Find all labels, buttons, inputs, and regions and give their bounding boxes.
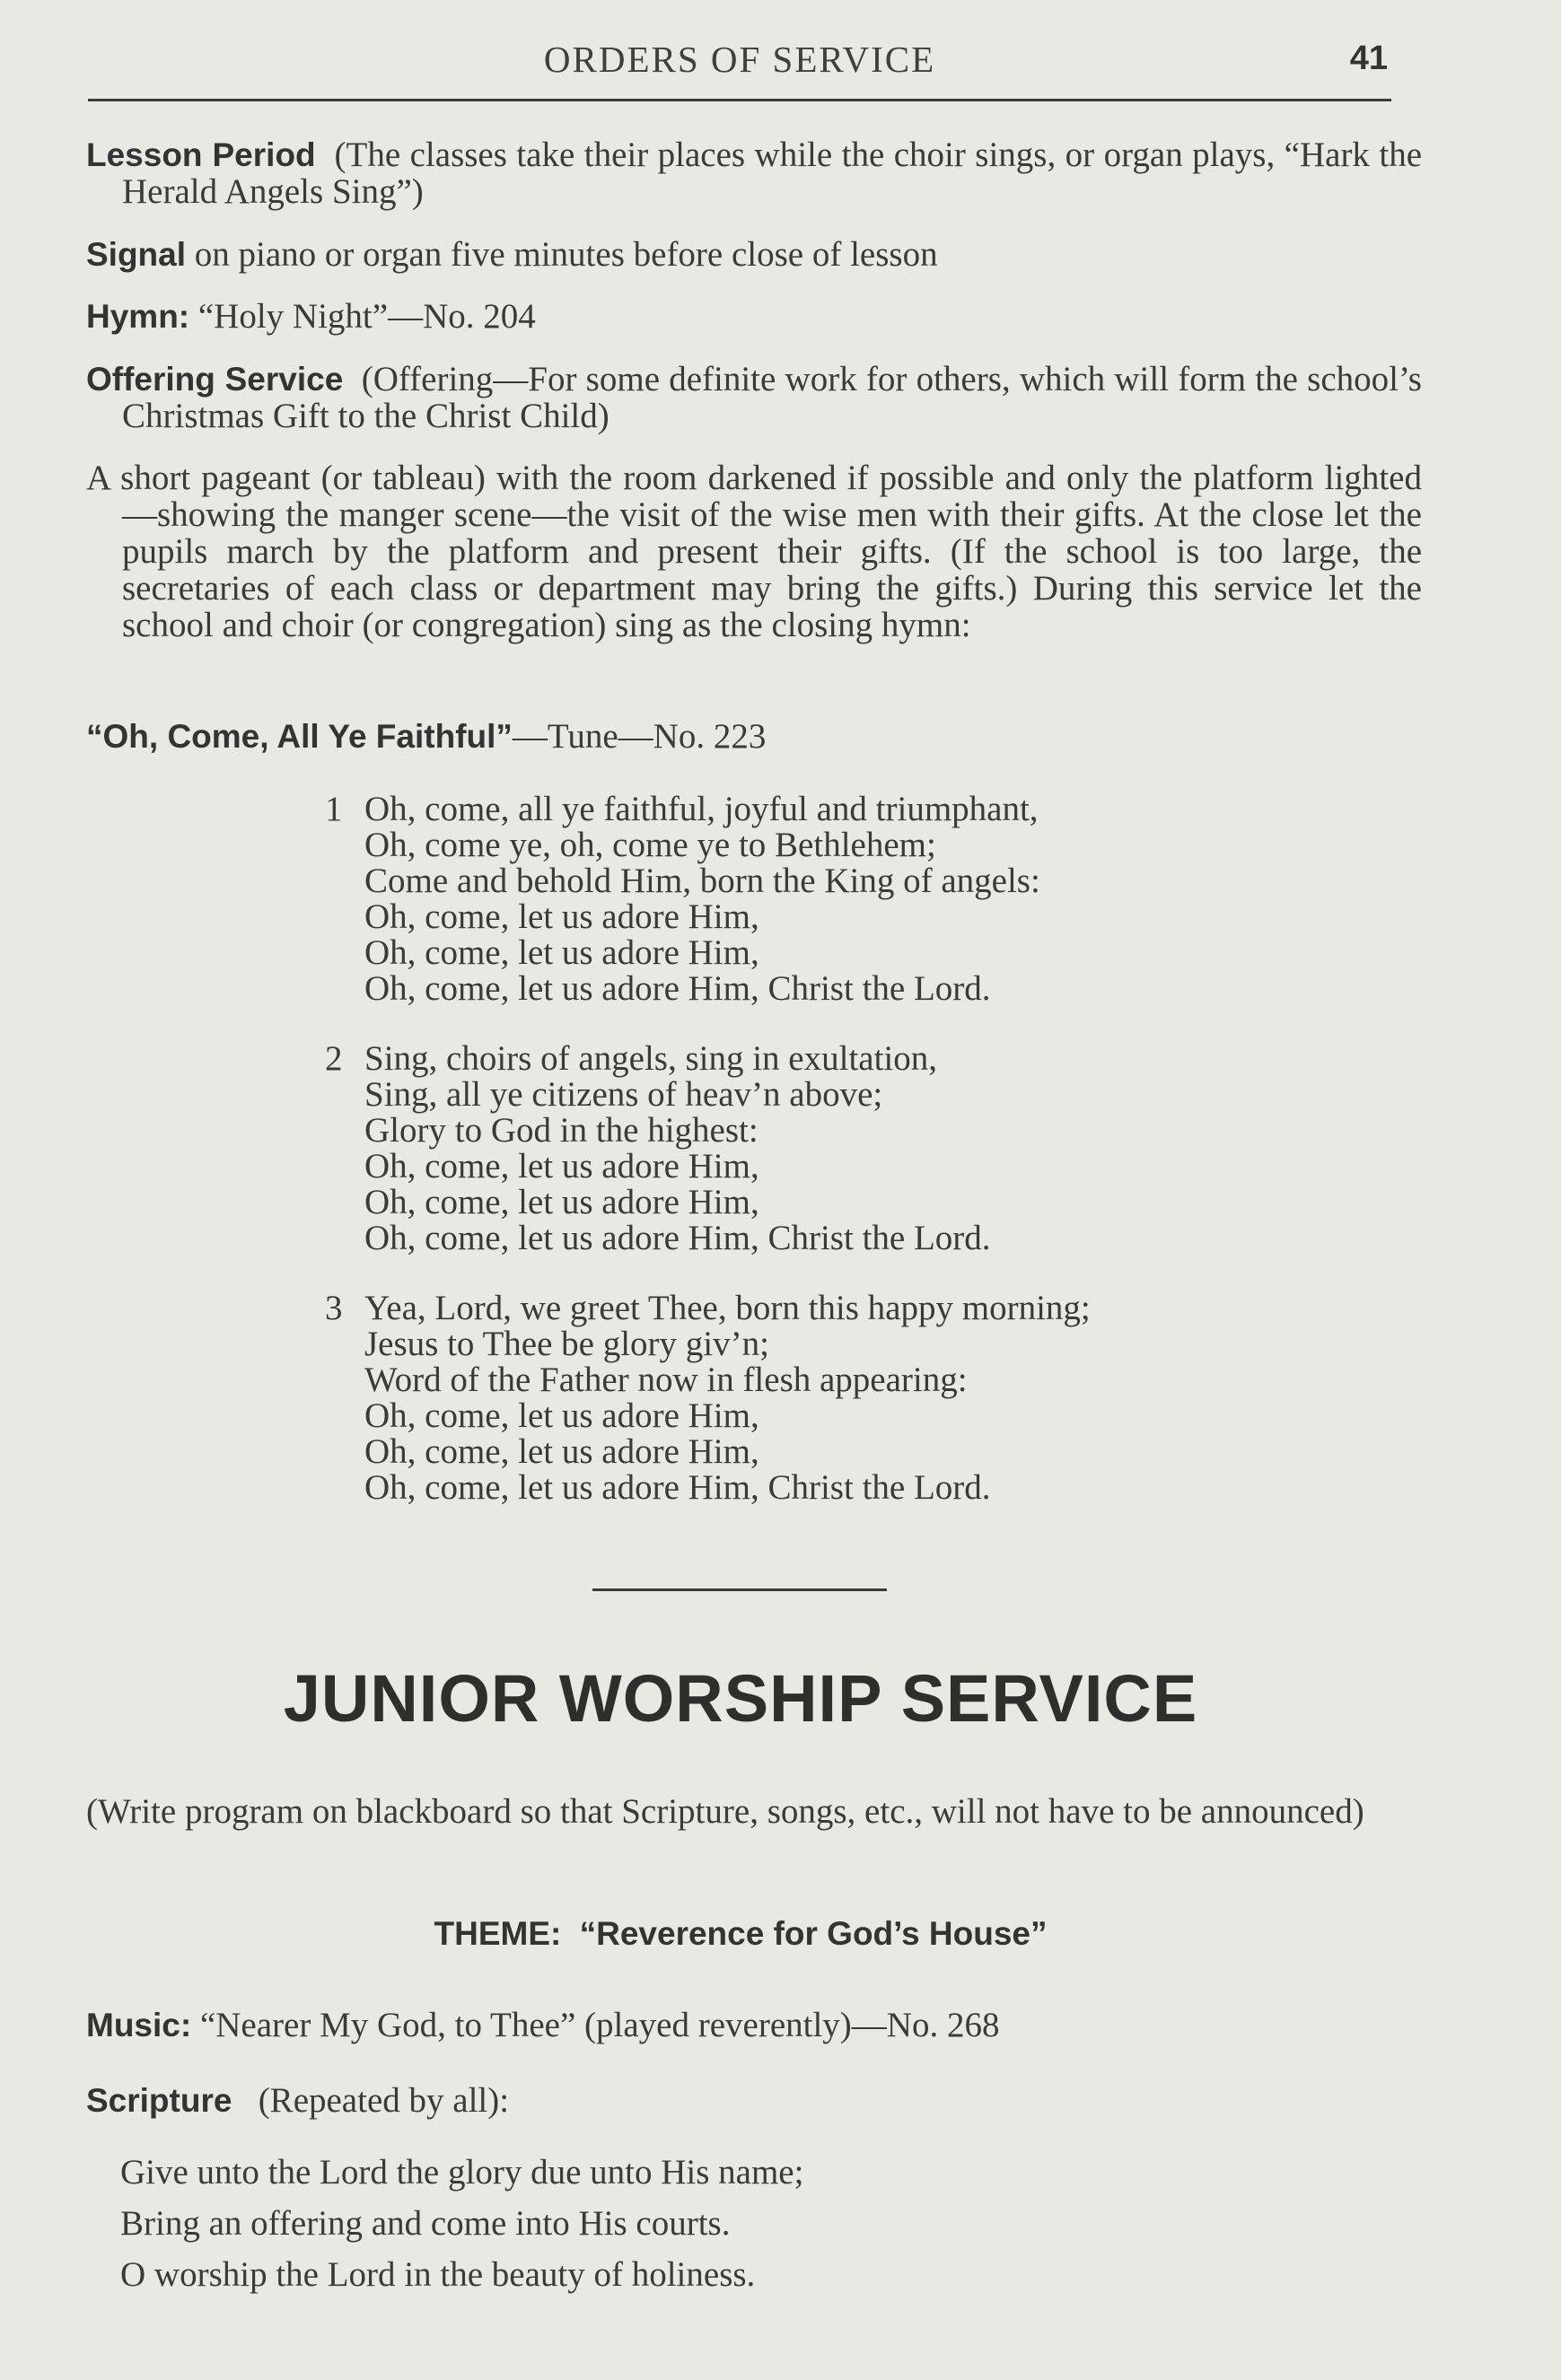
stanza-line: Oh, come, let us adore Him, (364, 1183, 759, 1221)
stanza-number: 3 (325, 1289, 343, 1327)
music-line (86, 2007, 1422, 2043)
scripture-verse-line: Give unto the Lord the glory due unto His name; (120, 2153, 804, 2192)
stanza-line: Oh, come, let us adore Him, (364, 1147, 759, 1186)
hymn-label: Hymn: (86, 298, 190, 335)
offering-label: Offering Service (86, 361, 344, 398)
stanza-number: 1 (325, 790, 343, 828)
signal-text: on piano or organ five minutes before close of lesson (194, 235, 938, 274)
hymn-stanza (325, 792, 1312, 1007)
scripture-heading (86, 2082, 1422, 2119)
scripture-label: Scripture (86, 2082, 232, 2119)
pageant-paragraph (86, 459, 1422, 643)
stanza-line: Oh, come, all ye faithful, joyful and triumphant, (364, 790, 1039, 828)
lesson-period-label: Lesson Period (86, 136, 316, 173)
theme-label: THEME: (434, 1915, 562, 1952)
scripture-verse-line: O worship the Lord in the beauty of holiness. (120, 2255, 756, 2294)
stanza-line: Oh, come, let us adore Him, (364, 1432, 759, 1471)
stanza-line: Word of the Father now in flesh appearing: (364, 1361, 968, 1399)
stanza-line: Oh, come, let us adore Him, (364, 1396, 759, 1435)
running-header (88, 34, 1391, 101)
stanza-line: Come and behold Him, born the King of angels: (364, 862, 1040, 900)
offering-text: (Offering—For some definite work for others, which will form the school’s Christmas Gift to the Christ Child) (122, 360, 1422, 435)
closing-hymn-heading (86, 718, 1422, 755)
lesson-period-text: (The classes take their places while the choir sings, or organ plays, “Hark the Herald Angels Sing”) (122, 136, 1423, 211)
section-title: JUNIOR WORSHIP SERVICE (283, 1661, 1198, 1736)
running-title: ORDERS OF SERVICE (543, 39, 936, 80)
closing-hymn-tune: —Tune—No. 223 (512, 717, 767, 756)
hymn-paragraph (86, 298, 1422, 335)
theme-line (0, 1915, 1481, 1953)
stanza-line: Glory to God in the highest: (364, 1111, 759, 1150)
stanza-line: Sing, all ye citizens of heav’n above; (364, 1075, 883, 1114)
blackboard-note-text: (Write program on blackboard so that Scripture, songs, etc., will not have to be announced) (86, 1792, 1364, 1831)
page-number: 41 (1349, 39, 1388, 77)
signal-label: Signal (86, 236, 187, 273)
scripture-verse-line: Bring an offering and come into His courts. (120, 2204, 731, 2243)
stanza-line: Oh, come, let us adore Him, Christ the Lord. (364, 969, 991, 1008)
stanza-line: Oh, come, let us adore Him, (364, 897, 759, 936)
music-text: “Nearer My God, to Thee” (played reverently)—No. 268 (199, 2006, 1000, 2044)
hymn-stanza (325, 1041, 1312, 1256)
hymn-text: “Holy Night”—No. 204 (197, 297, 536, 336)
stanza-line: Oh, come ye, oh, come ye to Bethlehem; (364, 826, 936, 864)
stanza-line: Oh, come, let us adore Him, (364, 933, 759, 972)
blackboard-note (86, 1793, 1422, 1830)
offering-paragraph (86, 361, 1422, 434)
scripture-note: (Repeated by all): (258, 2081, 510, 2120)
lesson-period-paragraph (86, 136, 1422, 210)
hymn-stanza (325, 1291, 1312, 1506)
stanza-number: 2 (325, 1039, 343, 1078)
stanza-line: Oh, come, let us adore Him, Christ the Lord. (364, 1468, 991, 1507)
theme-text: “Reverence for God’s House” (579, 1915, 1048, 1952)
signal-paragraph (86, 236, 1422, 273)
stanza-line: Jesus to Thee be glory giv’n; (364, 1325, 769, 1363)
pageant-text: A short pageant (or tableau) with the room darkened if possible and only the platform lighted—showing the manger scene—the visit of the wise men with their gifts. At the close let the pupils march by the platform and present their gifts. (If the school is too large, the secretaries of each class or department may bring the gifts.) During this service let the school and choir (or congregation) sing as the closing hymn: (86, 459, 1422, 644)
stanza-line: Sing, choirs of angels, sing in exultation, (364, 1039, 938, 1078)
music-label: Music: (86, 2007, 192, 2043)
section-divider (592, 1588, 887, 1591)
closing-hymn-label: “Oh, Come, All Ye Faithful” (86, 718, 513, 755)
stanza-line: Yea, Lord, we greet Thee, born this happy morning; (364, 1289, 1091, 1327)
stanza-line: Oh, come, let us adore Him, Christ the Lord. (364, 1219, 991, 1257)
